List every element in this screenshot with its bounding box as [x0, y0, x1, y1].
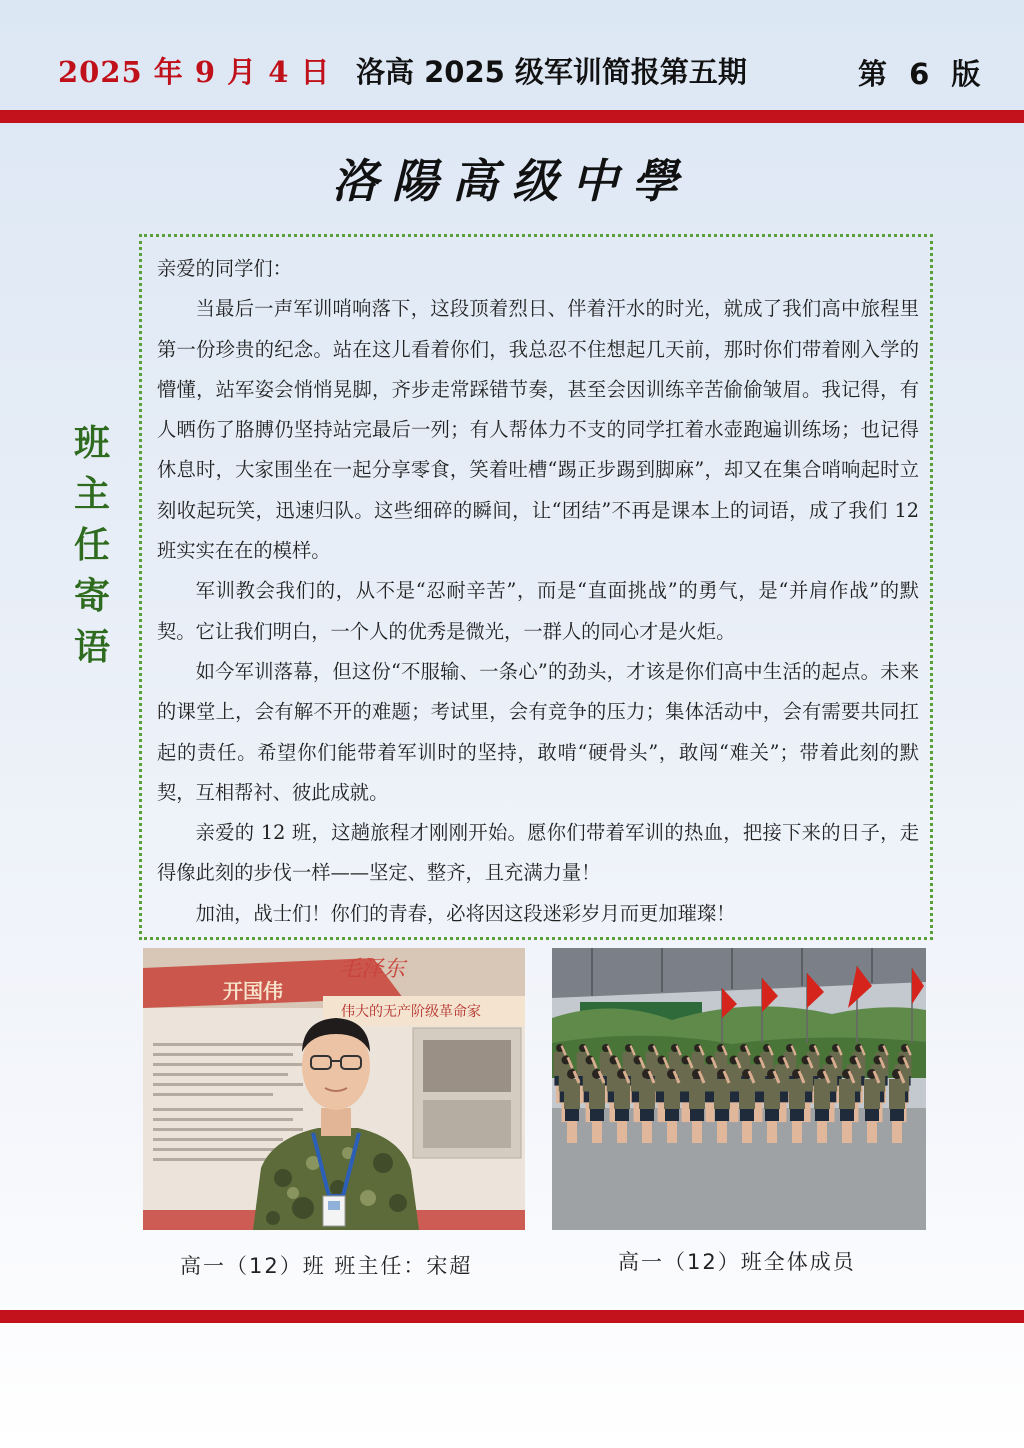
letter-greeting: 亲爱的同学们： [157, 257, 292, 280]
newsletter-title: 洛高 2025 级军训简报第五期 [356, 55, 747, 89]
letter-paragraph: 亲爱的 12 班，这趟旅程才刚刚开始。愿你们带着军训的热血，把接下来的日子，走得像此刻的步伐一样——坚定、整齐，且充满力量！ [157, 821, 919, 885]
teacher-photo-illustration [143, 948, 525, 1230]
poster-signature-text: 毛泽东 [339, 957, 406, 982]
class-photo-illustration [552, 948, 926, 1230]
page-header [0, 0, 1024, 110]
section-title-char: 寄 [73, 575, 110, 617]
class-photo [552, 948, 926, 1230]
letter-frame [139, 234, 933, 940]
section-title-char: 主 [73, 473, 110, 515]
class-photo-caption: 高一（12）班全体成员 [618, 1250, 856, 1274]
teacher-photo-caption: 高一（12）班 班主任：宋超 [180, 1254, 473, 1278]
poster-title-text: 开国伟 [223, 979, 283, 1003]
header-divider [0, 110, 1024, 123]
poster-subtitle-text: 伟大的无产阶级革命家 [341, 1004, 481, 1020]
teacher-photo [143, 948, 525, 1230]
section-title-char: 班 [73, 422, 110, 464]
footer-divider [0, 1310, 1024, 1323]
letter-paragraph: 如今军训落幕，但这份“不服输、一条心”的劲头，才该是你们高中生活的起点。未来的课堂上，会有解不开的难题；考试里，会有竞争的压力；集体活动中，会有需要共同扛起的责任。希望你们能带着军训时的坚持，敢啃“硬骨头”，敢闯“难关”；带着此刻的默契，互相帮衬、彼此成就。 [157, 659, 919, 804]
issue-date: 2025 年 9 月 4 日 [58, 55, 331, 89]
section-title-char: 语 [73, 626, 110, 668]
page-number: 第 6 版 [858, 57, 987, 91]
teacher-letter [157, 249, 919, 934]
school-name: 洛陽高级中學 [332, 154, 692, 208]
section-title-char: 任 [73, 524, 110, 566]
letter-paragraph: 加油，战士们！你们的青春，必将因这段迷彩岁月而更加璀璨！ [195, 901, 736, 925]
letter-paragraph: 军训教会我们的，从不是“忍耐辛苦”，而是“直面挑战”的勇气，是“并肩作战”的默契。它让我们明白，一个人的优秀是微光，一群人的同心才是火炬。 [157, 579, 919, 643]
section-title-vertical [70, 418, 114, 673]
letter-paragraph: 当最后一声军训哨响落下，这段顶着烈日、伴着汗水的时光，就成了我们高中旅程里第一份珍贵的纪念。站在这儿看着你们，我总忍不住想起几天前，那时你们带着刚入学的懵懂，站军姿会悄悄晃脚，齐步走常踩错节奏，甚至会因训练辛苦偷偷皱眉。我记得，有人晒伤了胳膊仍坚持站完最后一列；有人帮体力不支的同学扛着水壶跑遍训练场；也记得休息时，大家围坐在一起分享零食，笑着吐槽“踢正步踢到脚麻”，却又在集合哨响起时立刻收起玩笑，迅速归队。这些细碎的瞬间，让“团结”不再是课本上的词语，成了我们 12 班实实在在的模样。 [157, 297, 919, 563]
